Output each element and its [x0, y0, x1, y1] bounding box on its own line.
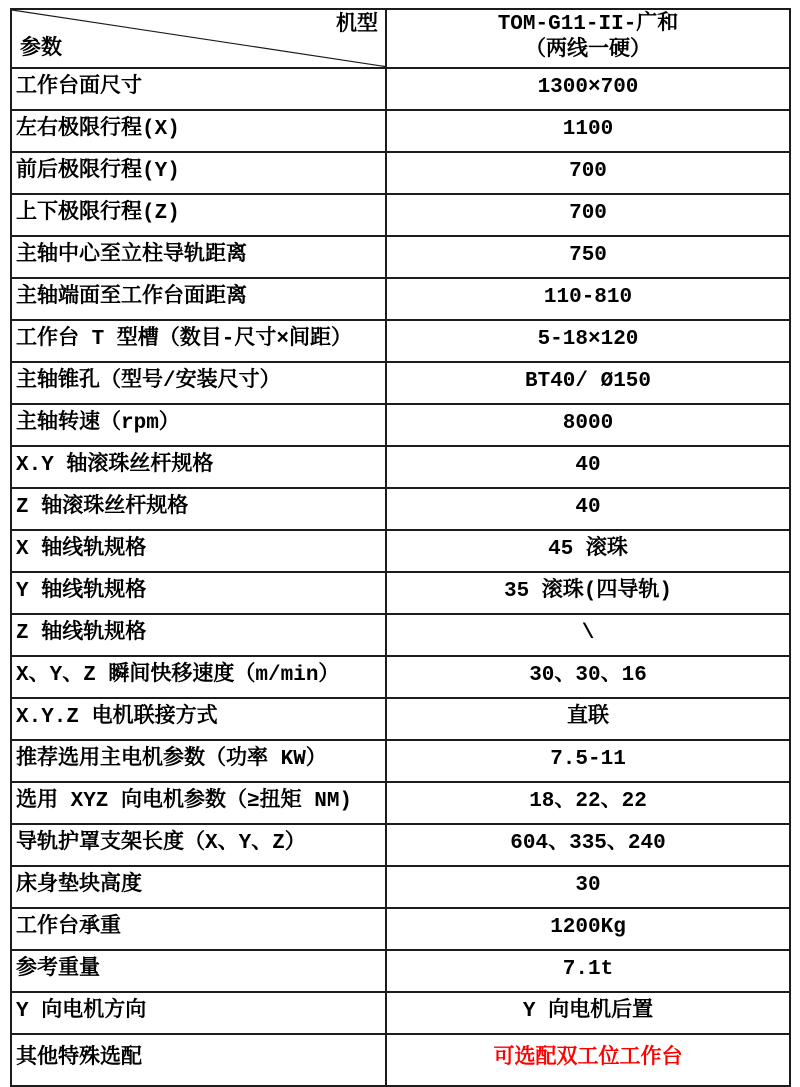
spec-table-body	[11, 9, 790, 1086]
spec-label-cell: 推荐选用主电机参数（功率 KW）	[11, 740, 386, 782]
header-model-cell	[386, 9, 790, 68]
spec-label-cell: 参考重量	[11, 950, 386, 992]
spec-row	[11, 992, 790, 1034]
spec-row	[11, 656, 790, 698]
spec-value-cell: 30、30、16	[386, 656, 790, 698]
spec-value-cell: BT40/ Ø150	[386, 362, 790, 404]
spec-value-cell: 8000	[386, 404, 790, 446]
spec-label-cell: 其他特殊选配	[11, 1034, 386, 1086]
spec-row	[11, 572, 790, 614]
spec-label-cell: 床身垫块高度	[11, 866, 386, 908]
spec-value-cell: 110-810	[386, 278, 790, 320]
spec-row	[11, 488, 790, 530]
spec-value-cell: Y 向电机后置	[386, 992, 790, 1034]
spec-label-cell: 导轨护罩支架长度（X、Y、Z）	[11, 824, 386, 866]
spec-row	[11, 782, 790, 824]
spec-row	[11, 824, 790, 866]
header-row	[11, 9, 790, 68]
spec-value-cell: 40	[386, 488, 790, 530]
spec-value-cell: 18、22、22	[386, 782, 790, 824]
spec-value-cell: 7.1t	[386, 950, 790, 992]
spec-value-cell: 750	[386, 236, 790, 278]
spec-label-cell: 工作台承重	[11, 908, 386, 950]
spec-row	[11, 110, 790, 152]
spec-row	[11, 614, 790, 656]
spec-label-cell: X.Y.Z 电机联接方式	[11, 698, 386, 740]
spec-label-cell: 工作台面尺寸	[11, 68, 386, 110]
spec-value-cell: 可选配双工位工作台	[386, 1034, 790, 1086]
spec-label-cell: 主轴中心至立柱导轨距离	[11, 236, 386, 278]
spec-row	[11, 68, 790, 110]
spec-label-cell: X.Y 轴滚珠丝杆规格	[11, 446, 386, 488]
spec-row	[11, 950, 790, 992]
spec-value-cell: 7.5-11	[386, 740, 790, 782]
spec-label-cell: 前后极限行程(Y)	[11, 152, 386, 194]
spec-value-cell: 5-18×120	[386, 320, 790, 362]
spec-label-cell: Y 向电机方向	[11, 992, 386, 1034]
diagonal-divider-line	[12, 10, 385, 67]
spec-row	[11, 278, 790, 320]
model-note: （两线一硬）	[525, 39, 651, 63]
spec-label-cell: Y 轴线轨规格	[11, 572, 386, 614]
spec-row	[11, 320, 790, 362]
spec-value-cell: 1100	[386, 110, 790, 152]
spec-value-cell: 35 滚珠(四导轨)	[386, 572, 790, 614]
header-parameter-axis-label: 参数	[20, 38, 62, 62]
spec-label-cell: 主轴转速（rpm）	[11, 404, 386, 446]
spec-row	[11, 1034, 790, 1086]
spec-row	[11, 530, 790, 572]
spec-value-cell: 45 滚珠	[386, 530, 790, 572]
spec-row	[11, 866, 790, 908]
spec-row	[11, 194, 790, 236]
spec-label-cell: X、Y、Z 瞬间快移速度（m/min）	[11, 656, 386, 698]
spec-row	[11, 236, 790, 278]
spec-row	[11, 404, 790, 446]
spec-label-cell: 工作台 T 型槽（数目-尺寸×间距）	[11, 320, 386, 362]
spec-row	[11, 740, 790, 782]
spec-row	[11, 152, 790, 194]
spec-value-cell: 604、335、240	[386, 824, 790, 866]
spec-row	[11, 698, 790, 740]
spec-label-cell: 上下极限行程(Z)	[11, 194, 386, 236]
spec-label-cell: Z 轴线轨规格	[11, 614, 386, 656]
spec-label-cell: 主轴端面至工作台面距离	[11, 278, 386, 320]
spec-row	[11, 908, 790, 950]
machine-spec-table	[10, 8, 791, 1087]
spec-row	[11, 446, 790, 488]
spec-label-cell: 左右极限行程(X)	[11, 110, 386, 152]
spec-value-cell: 40	[386, 446, 790, 488]
spec-value-cell: 30	[386, 866, 790, 908]
spec-value-cell: 700	[386, 194, 790, 236]
spec-value-cell: \	[386, 614, 790, 656]
spec-value-cell: 1300×700	[386, 68, 790, 110]
spec-label-cell: Z 轴滚珠丝杆规格	[11, 488, 386, 530]
spec-label-cell: X 轴线轨规格	[11, 530, 386, 572]
spec-label-cell: 主轴锥孔（型号/安装尺寸）	[11, 362, 386, 404]
header-corner-cell	[11, 9, 386, 68]
model-name: TOM-G11-II-广和	[497, 13, 679, 36]
spec-value-cell: 1200Kg	[386, 908, 790, 950]
header-model-axis-label: 机型	[336, 14, 378, 37]
spec-label-cell: 选用 XYZ 向电机参数（≥扭矩 NM)	[11, 782, 386, 824]
spec-value-cell: 直联	[386, 698, 790, 740]
spec-value-cell: 700	[386, 152, 790, 194]
spec-row	[11, 362, 790, 404]
